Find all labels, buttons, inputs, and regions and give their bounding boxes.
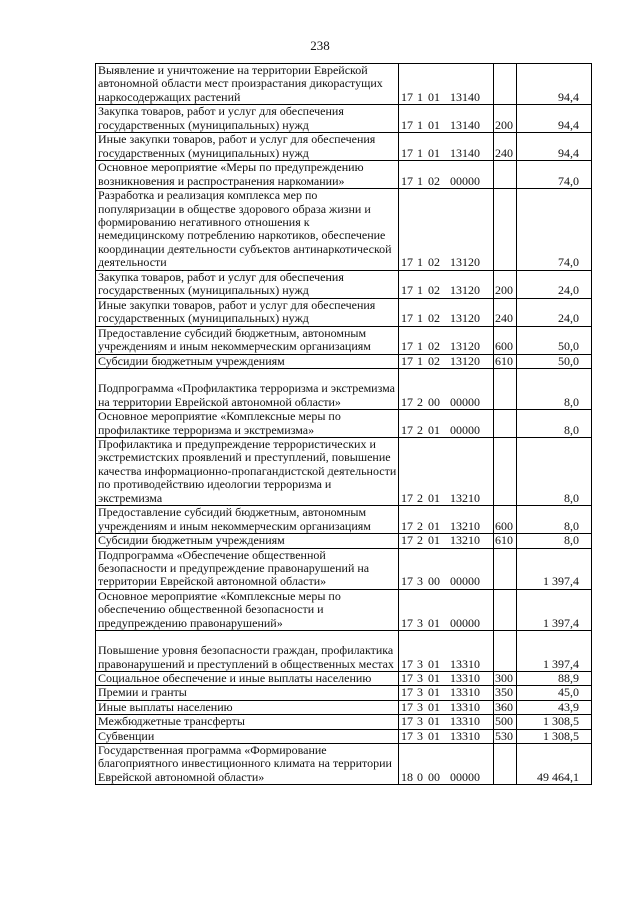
code-event: 01 (428, 422, 440, 437)
row-expense-type: 350 (494, 686, 517, 700)
code-program: 18 (401, 769, 413, 784)
row-target-code (399, 700, 494, 714)
code-event: 02 (428, 353, 440, 368)
code-event: 01 (428, 699, 440, 714)
code-subprogram: 1 (417, 117, 423, 132)
code-direction: 00000 (450, 769, 480, 784)
code-program: 17 (401, 490, 413, 505)
code-program: 17 (401, 670, 413, 685)
code-subprogram: 3 (417, 714, 423, 729)
code-direction: 13120 (450, 353, 480, 368)
code-subprogram: 1 (417, 283, 423, 298)
row-expense-type (494, 64, 517, 105)
code-program: 17 (401, 145, 413, 160)
table-row (96, 715, 592, 729)
row-expense-type (494, 548, 517, 589)
code-event: 02 (428, 283, 440, 298)
row-target-code (399, 715, 494, 729)
code-direction: 13120 (450, 283, 480, 298)
row-sum: 74,0 (517, 161, 592, 189)
row-expense-type (494, 161, 517, 189)
row-name: Предоставление субсидий бюджетным, автономным учреждениям и иным некоммерческим организациям (96, 326, 399, 354)
row-name: Закупка товаров, работ и услуг для обеспечения государственных (муниципальных) нужд (96, 105, 399, 133)
row-sum: 8,0 (517, 438, 592, 506)
code-event: 01 (428, 89, 440, 104)
table-row (96, 700, 592, 714)
code-event: 01 (428, 145, 440, 160)
code-event: 02 (428, 255, 440, 270)
code-program: 17 (401, 422, 413, 437)
page-number: 238 (310, 38, 330, 53)
row-sum: 8,0 (517, 506, 592, 534)
row-expense-type: 360 (494, 700, 517, 714)
row-expense-type: 300 (494, 671, 517, 685)
table-row (96, 298, 592, 326)
code-subprogram: 1 (417, 339, 423, 354)
code-program: 17 (401, 353, 413, 368)
row-target-code (399, 548, 494, 589)
code-subprogram: 1 (417, 173, 423, 188)
row-target-code (399, 161, 494, 189)
row-target-code (399, 534, 494, 548)
row-sum: 49 464,1 (517, 743, 592, 784)
code-direction: 13210 (450, 490, 480, 505)
table-row (96, 671, 592, 685)
code-direction: 13120 (450, 255, 480, 270)
code-event: 00 (428, 574, 440, 589)
row-target-code (399, 743, 494, 784)
code-program: 17 (401, 311, 413, 326)
code-subprogram: 0 (417, 769, 423, 784)
row-target-code (399, 326, 494, 354)
table-row (96, 369, 592, 410)
row-name: Закупка товаров, работ и услуг для обеспечения государственных (муниципальных) нужд (96, 270, 399, 298)
code-direction: 13310 (450, 699, 480, 714)
code-program: 17 (401, 615, 413, 630)
row-target-code (399, 105, 494, 133)
row-expense-type: 600 (494, 506, 517, 534)
row-name: Подпрограмма «Профилактика терроризма и экстремизма на территории Еврейской автономной области» (96, 369, 399, 410)
budget-table (95, 63, 592, 785)
row-name: Подпрограмма «Обеспечение общественной безопасности и предупреждение правонарушений на территории Еврейской автономной области» (96, 548, 399, 589)
table-row (96, 133, 592, 161)
code-subprogram: 3 (417, 615, 423, 630)
row-target-code (399, 686, 494, 700)
table-row (96, 64, 592, 105)
code-direction: 13140 (450, 117, 480, 132)
code-event: 01 (428, 685, 440, 700)
code-event: 00 (428, 394, 440, 409)
code-program: 17 (401, 714, 413, 729)
code-event: 01 (428, 656, 440, 671)
row-target-code (399, 270, 494, 298)
row-expense-type: 610 (494, 354, 517, 368)
code-event: 02 (428, 173, 440, 188)
row-sum: 1 397,4 (517, 589, 592, 630)
row-expense-type (494, 438, 517, 506)
code-direction: 13310 (450, 728, 480, 743)
code-subprogram: 3 (417, 656, 423, 671)
row-expense-type (494, 743, 517, 784)
row-sum: 1 397,4 (517, 630, 592, 671)
code-direction: 13140 (450, 89, 480, 104)
row-expense-type: 200 (494, 270, 517, 298)
code-direction: 00000 (450, 615, 480, 630)
row-sum: 1 308,5 (517, 715, 592, 729)
code-subprogram: 2 (417, 422, 423, 437)
row-sum: 45,0 (517, 686, 592, 700)
row-expense-type: 240 (494, 133, 517, 161)
code-direction: 13140 (450, 145, 480, 160)
code-event: 01 (428, 615, 440, 630)
code-subprogram: 3 (417, 574, 423, 589)
row-name: Социальное обеспечение и иные выплаты населению (96, 671, 399, 685)
code-program: 17 (401, 656, 413, 671)
row-name: Субсидии бюджетным учреждениям (96, 354, 399, 368)
row-target-code (399, 133, 494, 161)
row-sum: 94,4 (517, 133, 592, 161)
code-event: 01 (428, 117, 440, 132)
row-sum: 88,9 (517, 671, 592, 685)
row-expense-type (494, 630, 517, 671)
row-sum: 1 397,4 (517, 548, 592, 589)
table-row (96, 548, 592, 589)
table-row (96, 105, 592, 133)
code-event: 01 (428, 670, 440, 685)
row-target-code (399, 64, 494, 105)
row-name: Премии и гранты (96, 686, 399, 700)
row-target-code (399, 369, 494, 410)
row-sum: 74,0 (517, 189, 592, 270)
code-direction: 00000 (450, 574, 480, 589)
row-expense-type (494, 589, 517, 630)
row-expense-type (494, 189, 517, 270)
code-direction: 00000 (450, 394, 480, 409)
code-subprogram: 1 (417, 311, 423, 326)
table-row (96, 189, 592, 270)
row-name: Предоставление субсидий бюджетным, автономным учреждениям и иным некоммерческим организациям (96, 506, 399, 534)
code-subprogram: 1 (417, 353, 423, 368)
table-row (96, 534, 592, 548)
row-name: Иные выплаты населению (96, 700, 399, 714)
table-row (96, 270, 592, 298)
code-event: 01 (428, 490, 440, 505)
row-sum: 24,0 (517, 270, 592, 298)
code-event: 02 (428, 339, 440, 354)
code-direction: 13120 (450, 339, 480, 354)
row-sum: 94,4 (517, 64, 592, 105)
row-target-code (399, 410, 494, 438)
row-target-code (399, 298, 494, 326)
code-program: 17 (401, 574, 413, 589)
code-direction: 13210 (450, 518, 480, 533)
row-name: Субсидии бюджетным учреждениям (96, 534, 399, 548)
code-subprogram: 3 (417, 699, 423, 714)
table-row (96, 161, 592, 189)
code-direction: 13210 (450, 533, 480, 548)
code-direction: 13120 (450, 311, 480, 326)
code-direction: 00000 (450, 422, 480, 437)
code-event: 01 (428, 714, 440, 729)
row-sum: 50,0 (517, 326, 592, 354)
code-subprogram: 2 (417, 518, 423, 533)
row-expense-type: 200 (494, 105, 517, 133)
code-direction: 13310 (450, 670, 480, 685)
code-program: 17 (401, 283, 413, 298)
budget-table-body (96, 64, 592, 785)
row-target-code (399, 438, 494, 506)
row-name: Основное мероприятие «Меры по предупреждению возникновения и распространения наркомании» (96, 161, 399, 189)
code-subprogram: 1 (417, 255, 423, 270)
table-row (96, 326, 592, 354)
row-name: Выявление и уничтожение на территории Еврейской автономной области мест произрастания дикорастущих наркосодержащих растений (96, 64, 399, 105)
table-row (96, 410, 592, 438)
row-target-code (399, 354, 494, 368)
code-subprogram: 2 (417, 490, 423, 505)
row-name: Иные закупки товаров, работ и услуг для обеспечения государственных (муниципальных) нужд (96, 298, 399, 326)
code-program: 17 (401, 685, 413, 700)
row-sum: 1 308,5 (517, 729, 592, 743)
row-target-code (399, 589, 494, 630)
table-row (96, 686, 592, 700)
table-row (96, 589, 592, 630)
row-sum: 8,0 (517, 534, 592, 548)
code-event: 02 (428, 311, 440, 326)
row-target-code (399, 189, 494, 270)
row-target-code (399, 729, 494, 743)
row-name: Основное мероприятие «Комплексные меры по обеспечению общественной безопасности и предупреждению правонарушений» (96, 589, 399, 630)
code-direction: 00000 (450, 173, 480, 188)
row-name: Субвенции (96, 729, 399, 743)
row-expense-type: 530 (494, 729, 517, 743)
code-program: 17 (401, 173, 413, 188)
row-sum: 8,0 (517, 369, 592, 410)
row-target-code (399, 630, 494, 671)
code-subprogram: 3 (417, 685, 423, 700)
code-program: 17 (401, 699, 413, 714)
row-sum: 94,4 (517, 105, 592, 133)
code-subprogram: 1 (417, 89, 423, 104)
row-expense-type: 610 (494, 534, 517, 548)
code-direction: 13310 (450, 656, 480, 671)
code-subprogram: 1 (417, 145, 423, 160)
table-row (96, 438, 592, 506)
row-expense-type: 500 (494, 715, 517, 729)
code-event: 01 (428, 728, 440, 743)
code-event: 01 (428, 518, 440, 533)
row-name: Разработка и реализация комплекса мер по популяризации в обществе здорового образа жизни и формированию негативного отношения к немедицинскому потреблению наркотиков, обеспечение координации деятельности субъектов антинаркотической деятельности (96, 189, 399, 270)
code-program: 17 (401, 728, 413, 743)
code-event: 01 (428, 533, 440, 548)
row-name: Межбюджетные трансферты (96, 715, 399, 729)
row-name: Государственная программа «Формирование благоприятного инвестиционного климата на территории Еврейской автономной области» (96, 743, 399, 784)
row-name: Повышение уровня безопасности граждан, профилактика правонарушений и преступлений в общественных местах (96, 630, 399, 671)
row-expense-type (494, 410, 517, 438)
code-subprogram: 2 (417, 533, 423, 548)
row-target-code (399, 671, 494, 685)
row-target-code (399, 506, 494, 534)
code-program: 17 (401, 533, 413, 548)
row-sum: 8,0 (517, 410, 592, 438)
code-subprogram: 3 (417, 728, 423, 743)
table-row (96, 354, 592, 368)
row-sum: 50,0 (517, 354, 592, 368)
code-program: 17 (401, 255, 413, 270)
row-expense-type (494, 369, 517, 410)
code-direction: 13310 (450, 685, 480, 700)
row-name: Профилактика и предупреждение террористических и экстремистских проявлений и преступлений, повышение качества информационно-пропагандистской деятельности по противодействию идеологии терроризма и экстремизма (96, 438, 399, 506)
code-program: 17 (401, 117, 413, 132)
code-program: 17 (401, 339, 413, 354)
table-row (96, 729, 592, 743)
code-subprogram: 2 (417, 394, 423, 409)
code-direction: 13310 (450, 714, 480, 729)
table-row (96, 743, 592, 784)
code-subprogram: 3 (417, 670, 423, 685)
table-row (96, 630, 592, 671)
code-event: 00 (428, 769, 440, 784)
row-name: Основное мероприятие «Комплексные меры по профилактике терроризма и экстремизма» (96, 410, 399, 438)
row-expense-type: 240 (494, 298, 517, 326)
row-sum: 24,0 (517, 298, 592, 326)
table-row (96, 506, 592, 534)
code-program: 17 (401, 89, 413, 104)
code-program: 17 (401, 518, 413, 533)
row-name: Иные закупки товаров, работ и услуг для обеспечения государственных (муниципальных) нужд (96, 133, 399, 161)
code-program: 17 (401, 394, 413, 409)
row-sum: 43,9 (517, 700, 592, 714)
row-expense-type: 600 (494, 326, 517, 354)
